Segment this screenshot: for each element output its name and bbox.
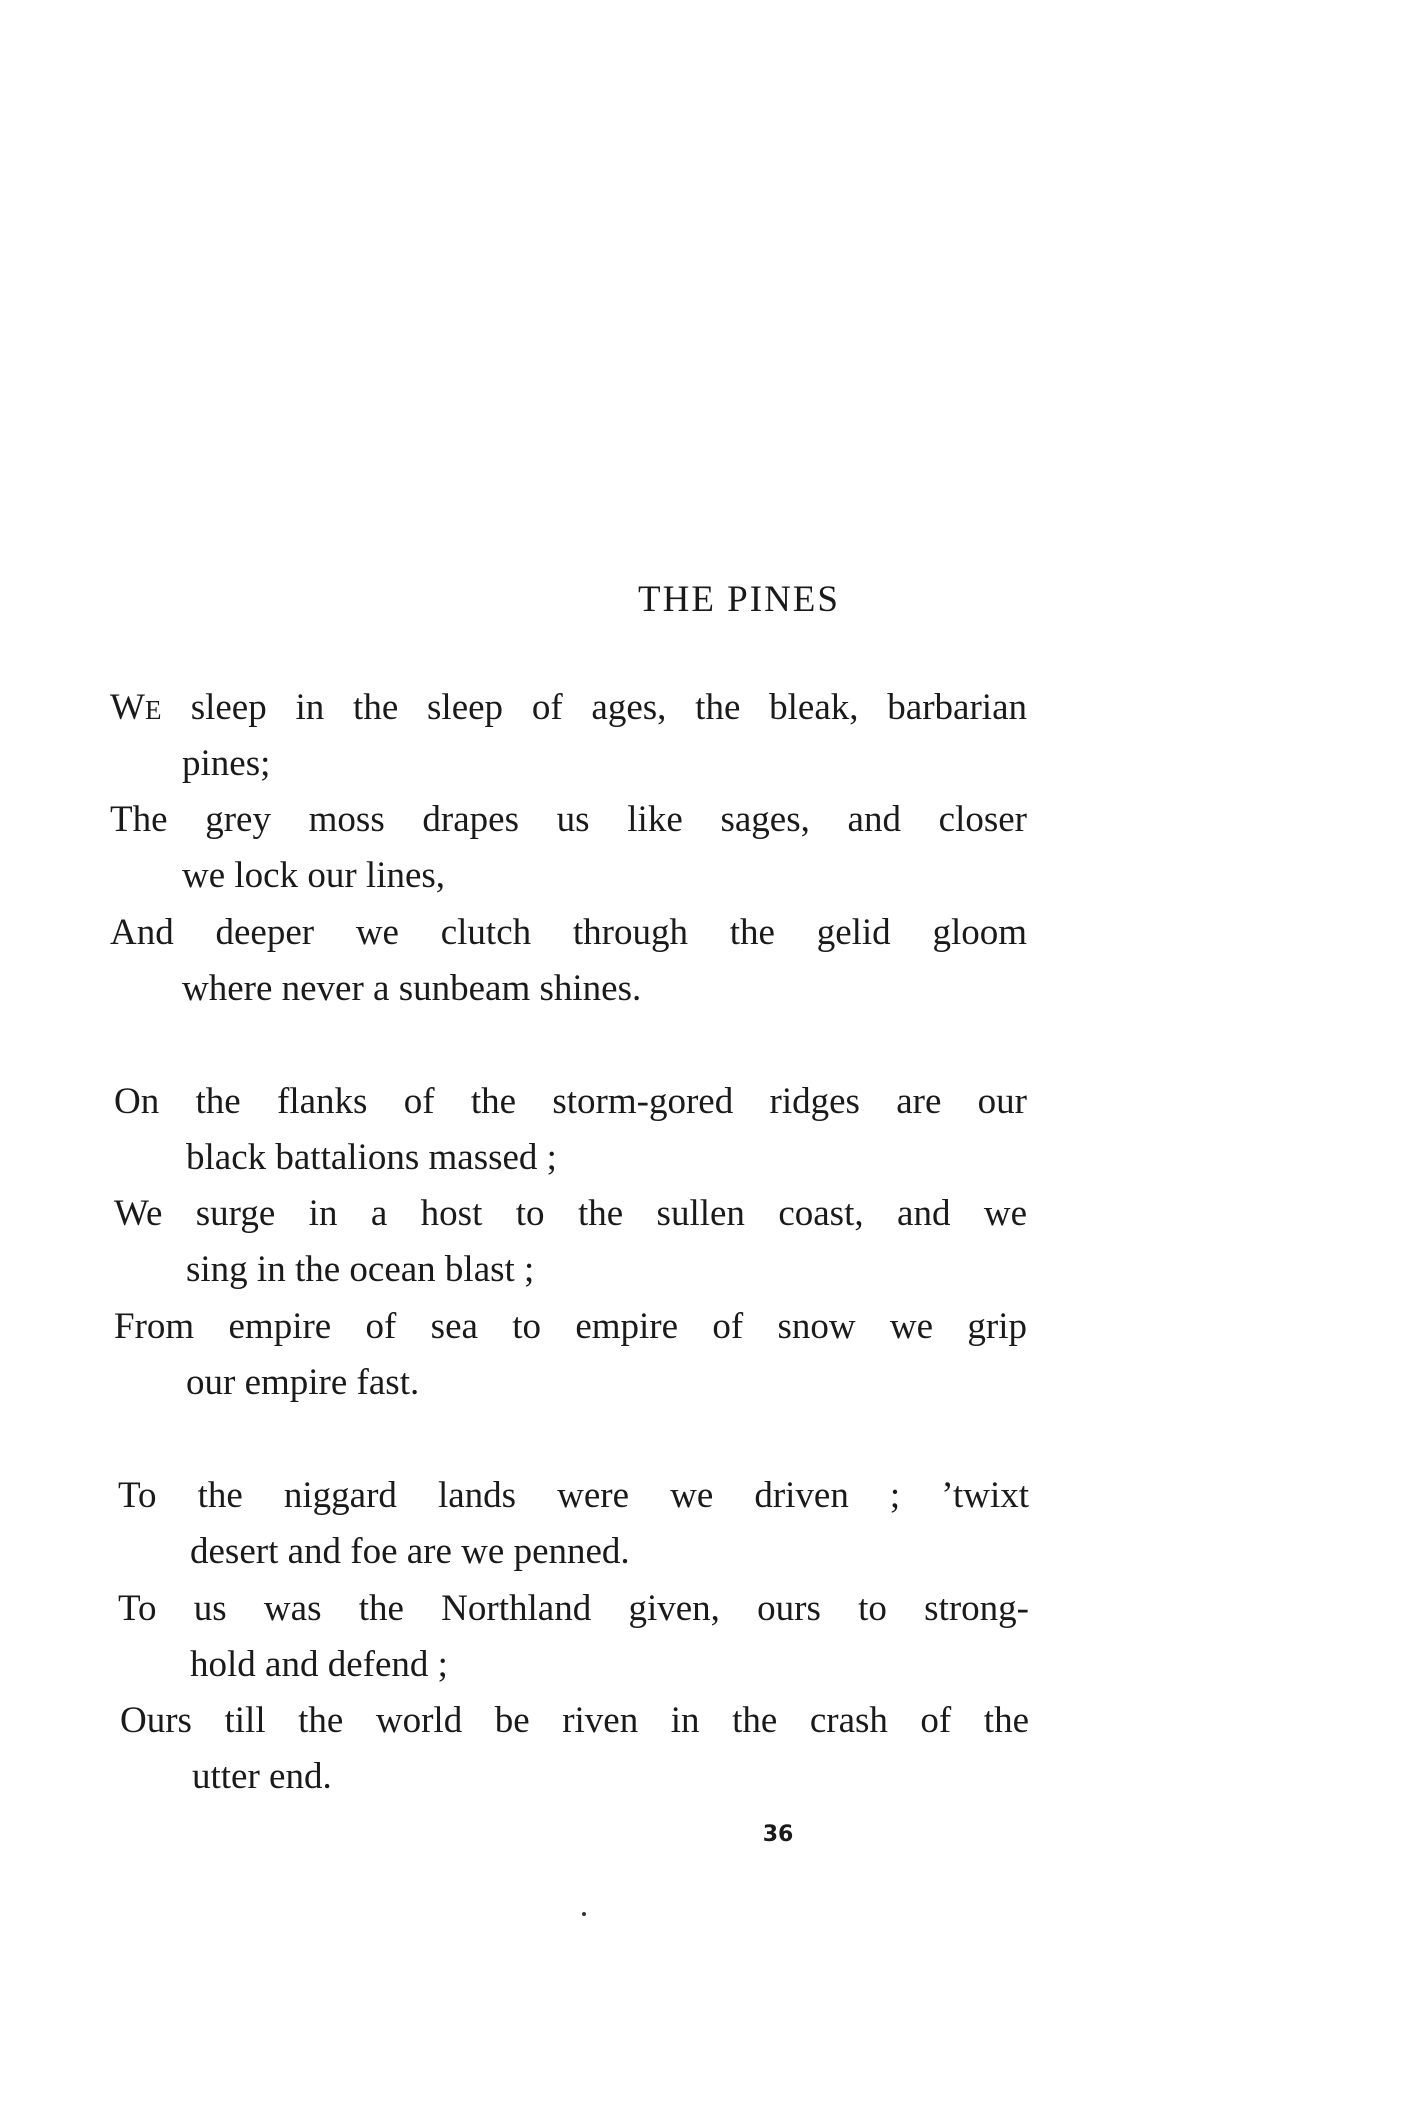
poem-line-continuation: pines; [182,743,271,784]
poem-line: The grey moss drapes us like sages, and closer [110,799,1027,840]
poem-line-continuation: desert and foe are we penned. [190,1531,630,1572]
poem-line-continuation: black battalions massed ; [186,1137,557,1178]
poem-line: From empire of sea to empire of snow we grip [114,1306,1027,1347]
poem-line: And deeper we clutch through the gelid gloom [110,912,1027,953]
poem-line-continuation: utter end. [192,1756,332,1797]
small-caps-letter: E [144,695,162,725]
poem-line: Ours till the world be riven in the crash of the [120,1700,1029,1741]
poem-line: To the niggard lands were we driven ; ’twixt [118,1475,1029,1516]
poem-line: We surge in a host to the sullen coast, and we [114,1193,1027,1234]
poem-line [110,686,1027,732]
page-number: 36 [762,1822,794,1847]
line-rest: sleep in the sleep of ages, the bleak, barbarian [161,687,1027,728]
poem-title: THE PINES [638,579,840,620]
initial-letter: W [110,687,145,728]
poem-line-continuation: we lock our lines, [182,855,446,896]
poem-line: To us was the Northland given, ours to strong- [118,1588,1029,1629]
poem-line-continuation: sing in the ocean blast ; [186,1249,535,1290]
print-speck [582,1912,586,1916]
poem-line-continuation: where never a sunbeam shines. [182,968,642,1009]
poem-line: On the flanks of the storm-gored ridges are our [114,1081,1027,1122]
poem-line-continuation: our empire fast. [186,1362,420,1403]
poem-line-continuation: hold and defend ; [190,1644,448,1685]
